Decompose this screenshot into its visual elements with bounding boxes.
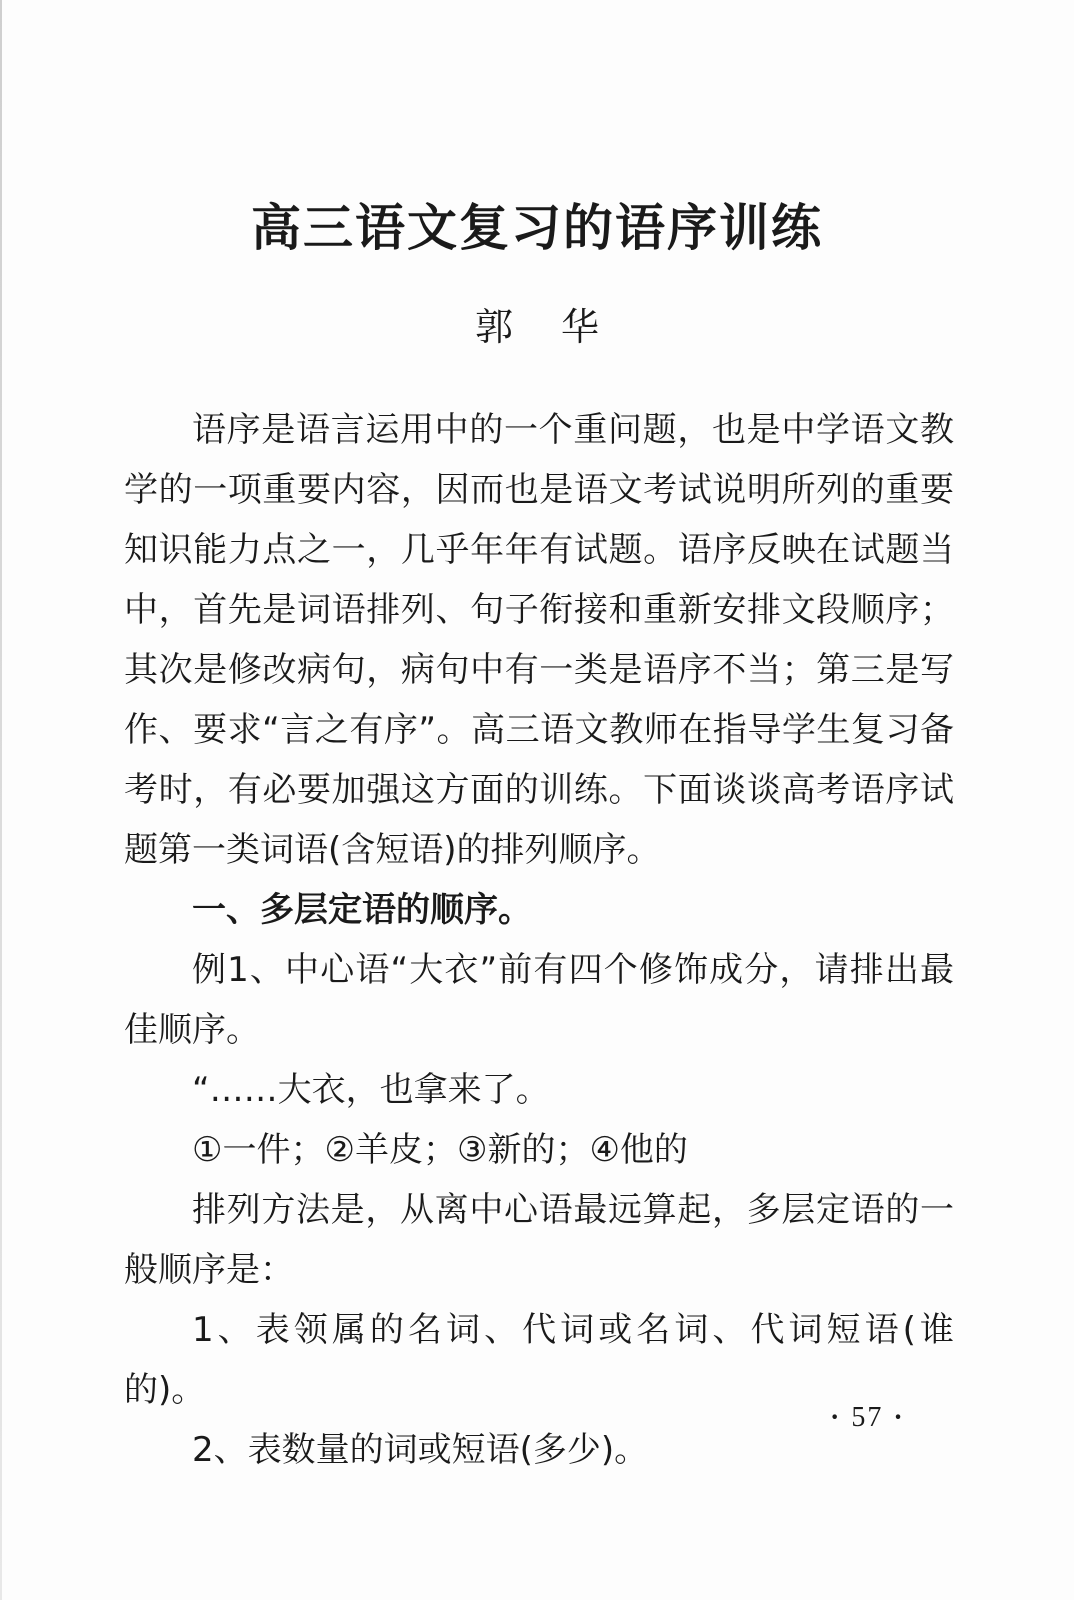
page-number-value: 57 xyxy=(851,1402,884,1433)
paragraph-quote: “……大衣，也拿来了。 xyxy=(192,1070,550,1110)
article-title: 高三语文复习的语序训练 xyxy=(251,199,823,257)
paragraph-rule-2: 2、表数量的词或短语(多少)。 xyxy=(192,1430,649,1470)
paragraph-example: 例1、中心语“大衣”前有四个修饰成分，请排出最佳顺序。 xyxy=(124,950,954,1050)
paragraph-intro: 语序是语言运用中的一个重问题，也是中学语文教学的一项重要内容，因而也是语文考试说明所列的重要知识能力点之一，几乎年年有试题。语序反映在试题当中，首先是词语排列、句子衔接和重新安排文段顺序；其次是修改病句，病句中有一类是语序不当；第三是写作、要求“言之有序”。高三语文教师在指导学生复习备考时，有必要加强这方面的训练。下面谈谈高考语序试题第一类词语(含短语)的排列顺序。 xyxy=(124,410,954,870)
page-number-dot-right: · xyxy=(893,1402,905,1433)
article-author: 郭华 xyxy=(474,305,647,349)
page-number xyxy=(820,1402,915,1434)
paragraph-rule-1: 1、表领属的名词、代词或名词、代词短语(谁的)。 xyxy=(124,1310,954,1410)
section-heading: 一、多层定语的顺序。 xyxy=(192,890,532,930)
page-number-dot-left: · xyxy=(830,1402,842,1433)
article-body xyxy=(124,400,954,1480)
paragraph-options: ①一件；②羊皮；③新的；④他的 xyxy=(192,1130,688,1170)
paragraph-method: 排列方法是，从离中心语最远算起，多层定语的一般顺序是： xyxy=(124,1190,954,1290)
